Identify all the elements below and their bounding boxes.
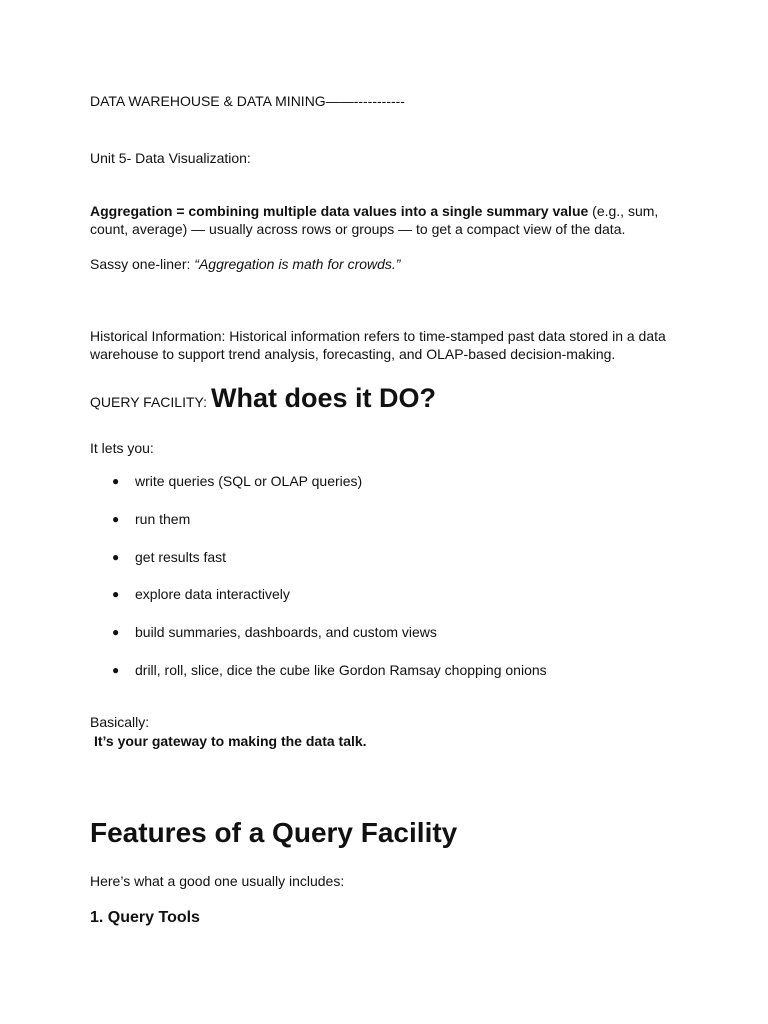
bullet-icon: ● (112, 511, 120, 526)
features-intro: Here’s what a good one usually includes: (90, 873, 345, 889)
list-item-text: write queries (SQL or OLAP queries) (135, 473, 363, 489)
aggregation-paragraph (90, 202, 680, 238)
capabilities-list (112, 472, 547, 699)
gateway-statement: It’s your gateway to making the data talk. (94, 733, 367, 749)
unit-title: Unit 5- Data Visualization: (90, 150, 251, 166)
query-tools-heading: 1. Query Tools (90, 909, 200, 926)
query-facility-label: QUERY FACILITY: (90, 394, 207, 410)
bullet-icon: ● (112, 587, 120, 602)
bullet-icon: ● (112, 662, 120, 677)
list-item-text: drill, roll, slice, dice the cube like Gordon Ramsay chopping onions (135, 661, 547, 678)
list-item-text: explore data interactively (135, 586, 290, 603)
sassy-quote: “Aggregation is math for crowds.” (194, 256, 401, 272)
list-item (112, 623, 547, 661)
document-header: DATA WAREHOUSE & DATA MINING——----------- (90, 93, 405, 109)
sassy-one-liner (90, 255, 400, 273)
query-facility-heading (90, 383, 436, 423)
it-lets-you: It lets you: (90, 440, 154, 456)
sassy-prefix: Sassy one-liner: (90, 256, 195, 272)
list-item (112, 548, 547, 586)
list-item (112, 510, 547, 548)
bullet-icon: ● (112, 625, 120, 640)
list-item-text: get results fast (135, 548, 227, 565)
historical-information-paragraph: Historical Information: Historical information refers to time-stamped past data stored in a data warehouse to support trend analysis, forecasting, and OLAP-based decision-making. (90, 328, 666, 362)
bullet-icon: ● (112, 474, 120, 488)
aggregation-details: (e.g., sum, count, average) — usually across rows or groups — to get a compact view of the data. (90, 203, 659, 237)
list-item-text: build summaries, dashboards, and custom views (135, 624, 437, 641)
basically-label: Basically: (90, 714, 150, 730)
what-does-it-do-heading: What does it DO? (210, 383, 436, 413)
list-item (112, 661, 547, 699)
bullet-icon: ● (112, 549, 120, 564)
list-item (112, 585, 547, 623)
aggregation-definition: Aggregation = combining multiple data values into a single summary value (90, 203, 589, 219)
features-heading: Features of a Query Facility (90, 817, 458, 848)
list-item (112, 472, 547, 510)
list-item-text: run them (135, 510, 191, 527)
